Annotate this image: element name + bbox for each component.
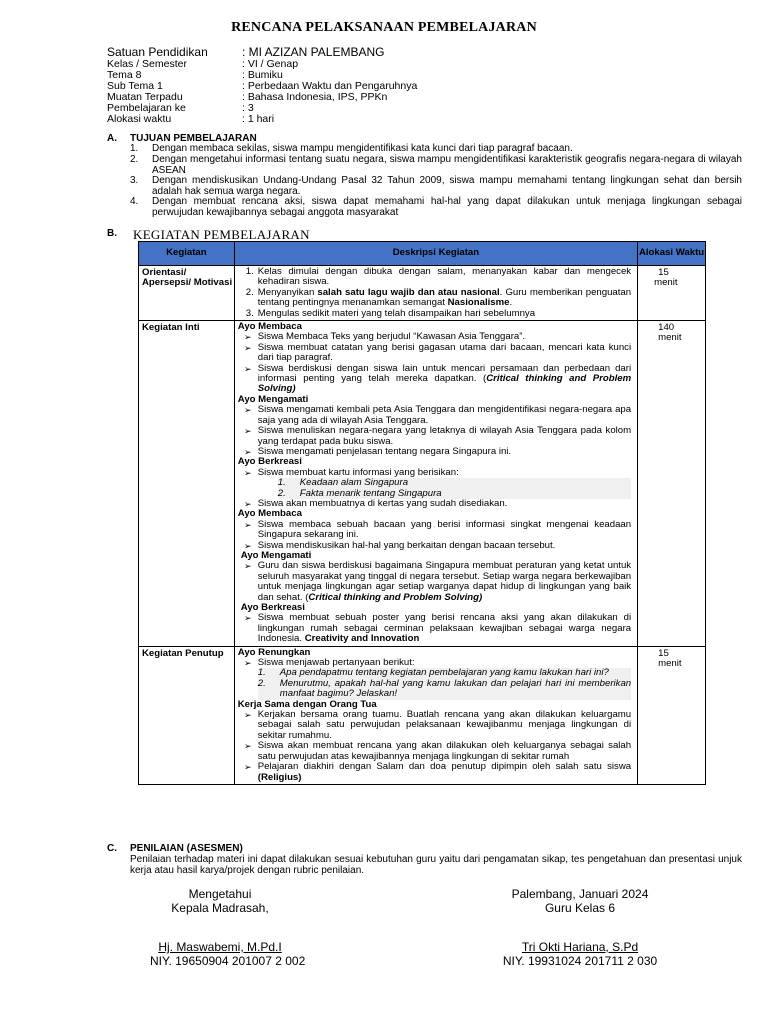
signature-name: Hj. Maswabemi, M.Pd.I — [158, 940, 282, 954]
section-b-letter: B. — [107, 228, 117, 239]
arrow-bullet-icon: ➢ — [243, 762, 252, 773]
objective-number: 2. — [130, 154, 139, 165]
row-alokasi — [638, 321, 706, 647]
item-text: Siswa menjawab pertanyaan berikut: — [257, 657, 415, 669]
item-text: Siswa mendiskusikan hal-hal yang berkaitan dengan bacaan tersebut. — [257, 539, 556, 551]
objective-text: Dengan membaca sekilas, siswa mampu mengidentifikasi kata kunci dari tiap paragraf bacaan. — [152, 143, 573, 154]
signature-line2: Kepala Madrasah, — [171, 901, 269, 915]
objective-number: 1. — [130, 143, 139, 154]
identity-label: Sub Tema 1 — [107, 80, 163, 92]
objective-text: Dengan membuat rencana aksi, siswa dapat memahami hal-hal yang dapat dilakukan untuk menjaga lingkungan sebagai perwujudan kewajibannya sebagai anggota masyarakat — [152, 196, 742, 218]
objective-number: 3. — [130, 175, 139, 186]
identity-value: : Perbedaan Waktu dan Pengaruhnya — [242, 80, 418, 92]
subheading: Kerja Sama dengan Orang Tua — [237, 698, 377, 710]
header-alokasi: Alokasi Waktu — [638, 242, 706, 266]
list-item — [238, 343, 631, 364]
signature-name: Tri Okti Hariana, S.Pd — [521, 940, 639, 954]
alokasi-unit: menit — [658, 332, 682, 344]
identity-label: Tema 8 — [107, 69, 142, 81]
subheading: Ayo Mengamati — [237, 393, 309, 405]
identity-label: Satuan Pendidikan — [107, 45, 208, 59]
row-alokasi — [638, 646, 706, 784]
item-text: Keadaan alam Singapura — [299, 477, 409, 489]
identity-label: Pembelajaran ke — [107, 102, 186, 114]
item-text: Siswa akan membuatnya di kertas yang sudah disediakan. — [257, 497, 508, 509]
identity-value: : VI / Genap — [242, 58, 299, 70]
item-text: Siswa menuliskan negara-negara yang letaknya di wilayah Asia Tenggara pada kolom yang terdapat pada buku siswa. — [257, 425, 632, 447]
table-row — [139, 321, 706, 647]
header-deskripsi: Deskripsi Kegiatan — [234, 242, 637, 266]
subheading: Ayo Membaca — [237, 321, 302, 333]
row-kegiatan: Orientasi/ Apersepsi/ Motivasi — [139, 266, 235, 321]
table-row — [139, 266, 706, 321]
item-text: Menyanyikan salah satu lagu wajib dan atau nasional. Guru memberikan penguatan tentang pentingnya menanamkan semangat Nasionalisme. — [257, 286, 632, 309]
row-alokasi — [638, 266, 706, 321]
list-item — [238, 309, 631, 319]
arrow-bullet-icon: ➢ — [243, 741, 252, 752]
list-item — [238, 267, 631, 288]
item-text: Apa pendapatmu tentang kegiatan pembelajaran yang kamu lakukan hari ini? — [279, 667, 609, 679]
alokasi-value: 140 — [658, 322, 675, 334]
subheading: Ayo Renungkan — [237, 646, 311, 658]
document-title: RENCANA PELAKSANAAN PEMBELAJARAN — [231, 20, 537, 35]
arrow-bullet-icon: ➢ — [243, 363, 252, 374]
signature-nip: NIY. 19650904 201007 2 002 — [150, 954, 306, 968]
item-text: Siswa mengamati penjelasan tentang negara Singapura ini. — [257, 445, 512, 457]
item-text: Siswa membuat sebuah poster yang berisi rencana aksi yang akan dilakukan di lingkungan rumah sebagai cerminan pelaksaan kewajiban sebagai warga negara Indonesia. Creativity and Innovation — [257, 612, 632, 645]
arrow-bullet-icon: ➢ — [243, 467, 252, 478]
identity-value: : Bumiku — [242, 69, 283, 81]
item-text: Siswa mengamati kembali peta Asia Tenggara dan mengidentifikasi negara-negara apa saja yang ada di wilayah Asia Tenggara. — [257, 404, 632, 426]
subheading: Ayo Berkreasi — [240, 602, 305, 613]
objective-text: Dengan mendiskusikan Undang-Undang Pasal 32 Tahun 2009, siswa mampu memahami tentang lingkungan sehat dan bersih adalah hak semua warga negara. — [152, 175, 742, 197]
subheading: Ayo Membaca — [237, 508, 302, 520]
identity-value: : MI AZIZAN PALEMBANG — [242, 45, 385, 59]
signature-right — [490, 887, 670, 968]
sub-list-item — [278, 478, 631, 488]
item-text: Siswa Membaca Teks yang berjudul “Kawasan Asia Tenggara”. — [257, 331, 526, 343]
signature-line2: Guru Kelas 6 — [544, 901, 616, 915]
list-item — [238, 405, 631, 426]
arrow-bullet-icon: ➢ — [243, 446, 252, 457]
item-text: Pelajaran diakhiri dengan Salam dan doa penutup dipimpin oleh salah satu siswa (Religius) — [257, 761, 632, 783]
item-text: Mengulas sedikit materi yang telah disampaikan hari sebelumnya — [257, 307, 536, 319]
arrow-bullet-icon: ➢ — [243, 405, 252, 416]
assessment-text: Penilaian terhadap materi ini dapat dilakukan sesuai kebutuhan guru yaitu dari pengamatan sikap, tes pengetahuan dan presentasi unjuk kerja atau hasil karya/projek dengan rubric penilaian. — [130, 854, 742, 876]
signature-left — [150, 887, 306, 968]
signature-line1: Mengetahui — [188, 887, 252, 901]
list-item — [238, 288, 631, 309]
list-item — [238, 426, 631, 447]
arrow-bullet-icon: ➢ — [243, 613, 252, 624]
section-b-title: KEGIATAN PEMBELAJARAN — [133, 227, 310, 242]
identity-label: Muatan Terpadu — [107, 91, 183, 103]
item-number: 1. — [257, 667, 266, 679]
table-row — [139, 646, 706, 784]
alokasi-value: 15 — [658, 267, 669, 278]
item-number: 2. — [257, 677, 266, 689]
item-text: Siswa berdiskusi dengan siswa lain untuk mencari persamaan dan perbedaan dari informasi penting yang telah mereka dapatkan. (Critical thinking and Problem Solving) — [257, 362, 632, 395]
subheading: Ayo Mengamati — [240, 549, 312, 561]
item-text: Fakta menarik tentang Singapura — [299, 487, 442, 499]
item-text: Siswa membuat kartu informasi yang berisikan: — [257, 466, 459, 478]
signature-nip: NIY. 19931024 201711 2 030 — [502, 954, 658, 968]
arrow-bullet-icon: ➢ — [243, 561, 252, 572]
item-number: 1. — [277, 477, 286, 489]
row-deskripsi — [234, 646, 637, 784]
item-text: Guru dan siswa berdiskusi bagaimana Singapura membuat peraturan yang ketat untuk seluruh masyarakat yang tinggal di negara tersebut. Setiap warga negara berkewajiban untuk menjaga lingkungan agar setiap warganya dapat hidup di lingkungan yang baik dan sehat. (Critical thinking and Problem Solving) — [257, 560, 632, 603]
row-kegiatan: Kegiatan Penutup — [139, 646, 235, 784]
item-text: Siswa akan membuat rencana yang akan dilakukan oleh keluarganya sebagai salah satu perwujudan atas kewajibannya menjaga lingkungan di sekitar rumah — [257, 740, 632, 762]
item-text: Siswa membaca sebuah bacaan yang berisi informasi singkat mengenai keadaan Singapura sekarang ini. — [257, 518, 632, 541]
header-kegiatan: Kegiatan — [139, 242, 235, 266]
item-number: 3. — [245, 307, 254, 319]
list-item — [238, 561, 631, 603]
arrow-bullet-icon: ➢ — [243, 710, 252, 721]
row-kegiatan: Kegiatan Inti — [139, 321, 235, 647]
signature-line1: Palembang, Januari 2024 — [511, 887, 649, 901]
identity-label: Kelas / Semester — [107, 58, 187, 70]
arrow-bullet-icon: ➢ — [243, 426, 252, 437]
alokasi-unit: menit — [654, 277, 678, 289]
item-text: Menurutmu, apakah hal-hal yang kamu lakukan dan pelajari hari ini memberikan manfaat bagimu? Jelaskan! — [279, 677, 632, 700]
objective-text: Dengan mengetahui informasi tentang suatu negara, siswa mampu mengidentifikasi karakteristik geografis negara-negara di wilayah ASEAN — [152, 154, 742, 176]
arrow-bullet-icon: ➢ — [243, 332, 252, 343]
alokasi-unit: menit — [658, 658, 682, 670]
section-title: PENILAIAN (ASESMEN) — [130, 843, 243, 854]
list-item — [238, 364, 631, 395]
arrow-bullet-icon: ➢ — [243, 498, 252, 509]
section-letter: C. — [107, 843, 117, 854]
identity-value: : 3 — [242, 102, 254, 114]
arrow-bullet-icon: ➢ — [243, 342, 252, 353]
section-title: TUJUAN PEMBELAJARAN — [130, 133, 257, 144]
identity-label: Alokasi waktu — [107, 113, 172, 125]
identity-value: : 1 hari — [242, 113, 275, 125]
section-letter: A. — [107, 133, 117, 144]
sub-list-item — [258, 679, 631, 700]
item-number: 2. — [245, 286, 254, 298]
arrow-bullet-icon: ➢ — [243, 658, 252, 669]
objective-number: 4. — [130, 196, 139, 207]
item-text: Kerjakan bersama orang tuamu. Buatlah rencana yang akan dilakukan keluargamu sebagai salah satu perwujudan pelaksanaan kewajibanmu menjaga lingkungan di sekitar rumahmu. — [257, 709, 632, 741]
list-item — [238, 468, 631, 478]
arrow-bullet-icon: ➢ — [243, 519, 252, 530]
arrow-bullet-icon: ➢ — [243, 540, 252, 551]
row-deskripsi — [234, 266, 637, 321]
identity-value: : Bahasa Indonesia, IPS, PPKn — [242, 91, 388, 103]
list-item — [238, 710, 631, 741]
table-header-row — [139, 242, 706, 266]
list-item — [238, 762, 631, 783]
item-text: Siswa membuat catatan yang berisi gagasan utama dari bacaan, mencari kata kunci dari tiap paragraf. — [257, 341, 632, 364]
item-number: 2. — [277, 487, 286, 499]
activity-table — [138, 241, 706, 785]
list-item — [238, 613, 631, 644]
item-text: Kelas dimulai dengan dibuka dengan salam, menanyakan kabar dan mengecek kehadiran siswa. — [257, 266, 632, 288]
alokasi-value: 15 — [658, 647, 669, 659]
list-item — [238, 741, 631, 762]
row-deskripsi — [234, 321, 637, 647]
subheading: Ayo Berkreasi — [237, 456, 302, 468]
list-item — [238, 520, 631, 541]
item-number: 1. — [245, 266, 254, 277]
